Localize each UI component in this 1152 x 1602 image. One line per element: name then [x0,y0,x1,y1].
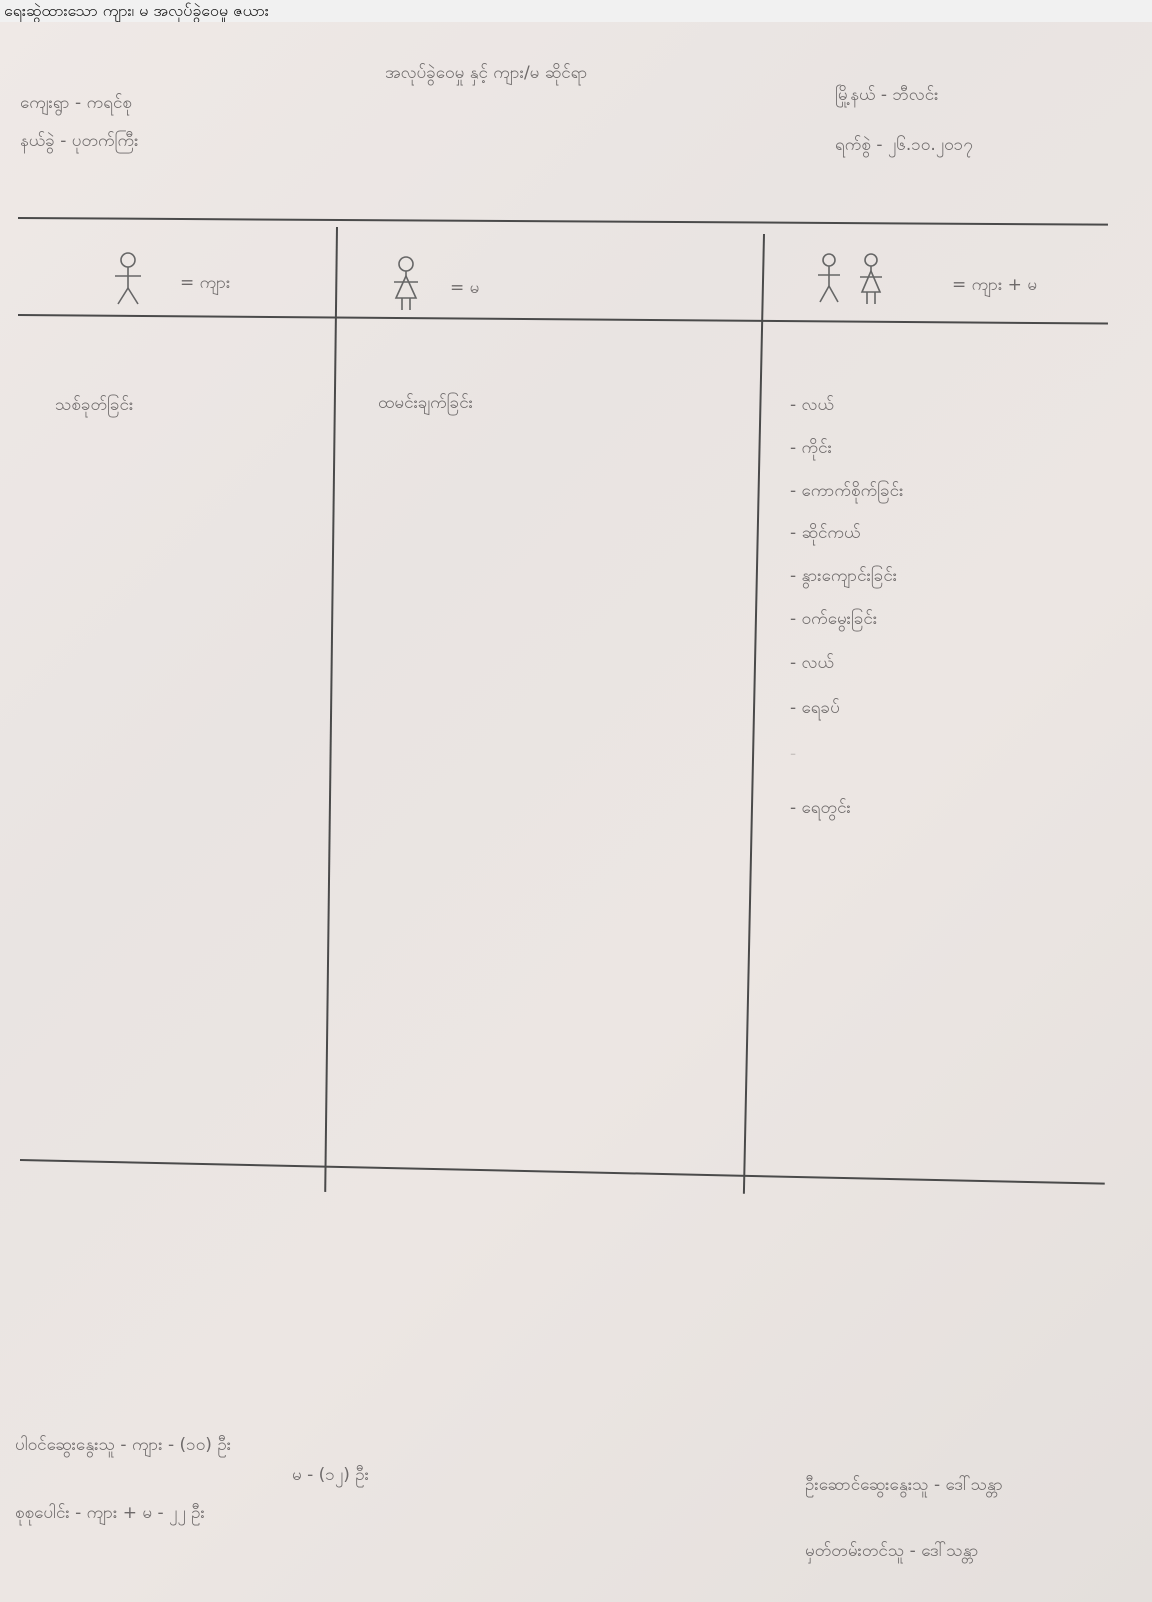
table-top-line [18,217,1108,226]
male-female-figures-icon [815,250,895,312]
tract-label: နယ်ခွဲ - ပုတက်ကြီး [20,131,139,151]
column-header-both: = ကျား + မ [952,275,1038,295]
shared-task-item: - လယ် [790,653,834,673]
shared-task-item: - ကိုင်း [790,438,832,458]
column-header-female: = မ [450,278,480,298]
participants-female: မ - (၁၂) ဦး [292,1465,369,1485]
date-label: ရက်စွဲ - ၂၆.၁၀.၂၀၁၇ [835,135,973,155]
village-label: ကျေးရွာ - ကရင်စု [20,93,132,113]
male-figure-icon [112,250,144,310]
male-task-item: သစ်ခုတ်ခြင်း [55,395,134,415]
header-bottom-line [18,314,1108,325]
recorder-label: မှတ်တမ်းတင်သူ - ဒေါ်သန္တာ [805,1541,979,1561]
shared-task-item: - လယ် [790,395,834,415]
chart-paper [0,22,1152,1602]
table-bottom-line [20,1159,1105,1185]
column-header-male: = ကျား [180,273,231,293]
column-divider-2 [743,234,765,1194]
participants-male: ပါဝင်ဆွေးနွေးသူ - ကျား - (၁၀) ဦး [15,1435,232,1455]
shared-task-item: - ရေတွင်း [790,798,851,818]
participants-total: စုစုပေါင်း - ကျား + မ - ၂၂ ဦး [15,1503,205,1523]
page-title: အလုပ်ခွဲဝေမှု နှင့် ကျား/မ ဆိုင်ရာ [385,63,588,83]
shared-task-item: - ဆိုင်ကယ် [790,523,861,543]
top-strip-text: ရေးဆွဲထားသော ကျား၊ မ အလုပ်ခွဲဝေမှု ဇယား [0,0,1152,22]
female-figure-icon [390,254,422,314]
shared-task-item: - ကောက်စိုက်ခြင်း [790,481,904,501]
shared-task-item: - နွားကျောင်းခြင်း [790,566,898,586]
township-label: မြို့နယ် - ဘီလင်း [835,85,939,105]
facilitator-label: ဦးဆောင်ဆွေးနွေးသူ - ဒေါ်သန္တာ [805,1475,1003,1495]
female-task-item: ထမင်းချက်ခြင်း [378,393,473,413]
column-divider-1 [324,227,338,1192]
shared-task-item: - ရေခပ် [790,698,840,718]
shared-task-item: - ဝက်မွေးခြင်း [790,609,878,629]
shared-task-item-faded: - [790,744,797,764]
